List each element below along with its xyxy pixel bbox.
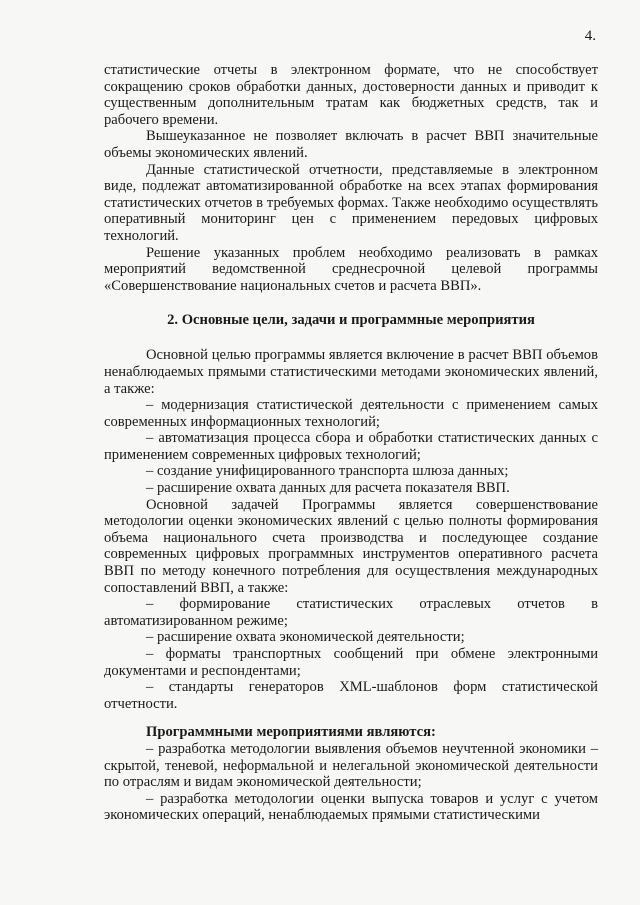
- section-heading: 2. Основные цели, задачи и программные мероприятия: [167, 312, 535, 329]
- list-item: – разработка методологии выявления объемов неучтенной экономики – скрытой, теневой, неформальной и нелегальной экономической деятельности по отраслям и видам экономической деятельности;: [104, 740, 598, 791]
- paragraph: статистические отчеты в электронном формате, что не способствует сокращению сроков обработки данных, достоверности данных и приводит к существенным дополнительным тратам как бюджетных средств, так и рабочего времени.: [104, 62, 598, 128]
- document-body: [104, 62, 598, 824]
- page-number: 4.: [584, 28, 596, 44]
- list-item: – модернизация статистической деятельности с применением самых современных информационных технологий;: [104, 397, 598, 430]
- task-paragraph: Основной задачей Программы является совершенствование методологии оценки экономических явлений с целью полноты формирования объема национального счета производства и последующее создание современных цифровых программных инструментов оперативного расчета ВВП по методу конечного потребления для осуществления международных сопоставлений ВВП, а также:: [104, 496, 598, 596]
- paragraph: Решение указанных проблем необходимо реализовать в рамках мероприятий ведомственной среднесрочной целевой программы «Совершенствование национальных счетов и расчета ВВП».: [104, 244, 598, 294]
- list-item: – стандарты генераторов XML-шаблонов форм статистической отчетности.: [104, 679, 598, 712]
- list-item: – создание унифицированного транспорта шлюза данных;: [146, 463, 509, 480]
- paragraph: Вышеуказанное не позволяет включать в расчет ВВП значительные объемы экономических явлений.: [104, 128, 598, 161]
- list-item: – форматы транспортных сообщений при обмене электронными документами и респондентами;: [104, 646, 598, 679]
- list-item: – автоматизация процесса сбора и обработки статистических данных с применением современных цифровых технологий;: [104, 430, 598, 463]
- list-item: – формирование статистических отраслевых отчетов в автоматизированном режиме;: [104, 596, 598, 629]
- measures-heading: Программными мероприятиями являются:: [146, 724, 436, 741]
- list-item: – расширение охвата экономической деятельности;: [146, 629, 465, 646]
- paragraph: Данные статистической отчетности, представляемые в электронном виде, подлежат автоматизированной обработке на всех этапах формирования статистических отчетов в требуемых формах. Также необходимо осуществлять оперативный мониторинг цен с применением передовых цифровых технологий.: [104, 161, 598, 244]
- list-item: – расширение охвата данных для расчета показателя ВВП.: [146, 480, 510, 497]
- list-item: – разработка методологии оценки выпуска товаров и услуг с учетом экономических операций, ненаблюдаемых прямыми статистическими: [104, 790, 598, 824]
- goal-paragraph: Основной целью программы является включение в расчет ВВП объемов ненаблюдаемых прямыми статистическими методами экономических явлений, а также:: [104, 347, 598, 397]
